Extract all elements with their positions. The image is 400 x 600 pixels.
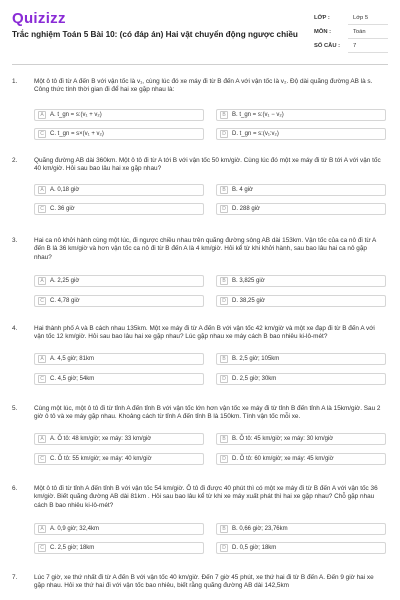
header-divider xyxy=(12,64,388,65)
option-d[interactable] xyxy=(216,453,386,465)
question-7 xyxy=(12,574,388,598)
question-4 xyxy=(12,325,388,391)
option-text: B. 2,5 giờ; 105km xyxy=(232,356,280,362)
question-1 xyxy=(12,78,388,144)
option-text: C. 2,5 giờ; 18km xyxy=(50,545,95,551)
option-text: B. 0,66 giờ; 23,76km xyxy=(232,526,288,532)
option-letter: B xyxy=(220,111,228,119)
option-b[interactable] xyxy=(216,275,386,287)
option-a[interactable] xyxy=(34,523,204,535)
mon-value: Toán xyxy=(348,26,388,39)
option-text: B. 3,825 giờ xyxy=(232,278,265,284)
question-5 xyxy=(12,405,388,471)
option-c[interactable] xyxy=(34,373,204,385)
option-text: D. 2,5 giờ; 30km xyxy=(232,376,277,382)
option-letter: A xyxy=(38,186,46,194)
option-c[interactable] xyxy=(34,453,204,465)
option-c[interactable] xyxy=(34,542,204,554)
option-text: A. 0,9 giờ; 32,4km xyxy=(50,526,99,532)
option-letter: C xyxy=(38,297,46,305)
option-a[interactable] xyxy=(34,353,204,365)
option-b[interactable] xyxy=(216,433,386,445)
option-letter: A xyxy=(38,435,46,443)
worksheet-header xyxy=(0,0,400,62)
option-letter: C xyxy=(38,455,46,463)
option-d[interactable] xyxy=(216,128,386,140)
option-a[interactable] xyxy=(34,109,204,121)
option-text: B. 4 giờ xyxy=(232,187,253,193)
option-text: C. 4,78 giờ xyxy=(50,298,80,304)
option-c[interactable] xyxy=(34,128,204,140)
option-text: A. 4,5 giờ; 81km xyxy=(50,356,94,362)
question-number: 4. xyxy=(12,325,18,332)
option-text: A. Ô tô: 48 km/giờ; xe máy: 33 km/giờ xyxy=(50,436,152,442)
logo-text: Quizizz xyxy=(12,10,66,27)
option-text: C. 36 giờ xyxy=(50,206,75,212)
option-letter: C xyxy=(38,130,46,138)
question-text: Hai thành phố A và B cách nhau 135km. Một xe máy đi từ A đến B với vận tốc 42 km/giờ và một xe đạp đi từ B đến A với vận tốc 12 km/giờ. Hỏi sau bao lâu hai xe gặp nhau? Lúc gặp nhau xe máy cách B bao nhiêu ki-lô-mét? xyxy=(34,325,375,341)
option-text: A. 2,25 giờ xyxy=(50,278,80,284)
option-letter: D xyxy=(220,130,228,138)
question-3 xyxy=(12,237,388,313)
option-letter: C xyxy=(38,375,46,383)
option-text: B. t_gn = s:(v₁ − v₂) xyxy=(232,112,284,118)
option-a[interactable] xyxy=(34,275,204,287)
option-b[interactable] xyxy=(216,184,386,196)
option-c[interactable] xyxy=(34,203,204,215)
option-b[interactable] xyxy=(216,109,386,121)
question-number: 1. xyxy=(12,78,18,85)
option-b[interactable] xyxy=(216,523,386,535)
question-6 xyxy=(12,485,388,561)
option-letter: A xyxy=(38,525,46,533)
option-d[interactable] xyxy=(216,295,386,307)
question-number: 5. xyxy=(12,405,18,412)
option-letter: C xyxy=(38,544,46,552)
option-letter: D xyxy=(220,297,228,305)
quizizz-logo[interactable] xyxy=(12,10,66,27)
question-text: Một ô tô đi từ A đến B với vận tốc là v₁, cùng lúc đó xe máy đi từ B đến A với vận tốc là v₂. Độ dài quãng đường AB là s. Công thức tính thời gian đi để hai xe gặp nhau là: xyxy=(34,78,373,94)
option-text: D. 288 giờ xyxy=(232,206,260,212)
question-number: 7. xyxy=(12,574,18,581)
option-text: B. Ô tô: 45 km/giờ; xe máy: 30 km/giờ xyxy=(232,436,334,442)
option-d[interactable] xyxy=(216,373,386,385)
option-letter: D xyxy=(220,455,228,463)
option-b[interactable] xyxy=(216,353,386,365)
option-a[interactable] xyxy=(34,184,204,196)
question-text: Hai ca nô khởi hành cùng một lúc, đi ngược chiều nhau trên quãng đường sông AB dài 153km. Vận tốc của ca nô đi từ A đến B là 36 km/giờ và hơn vận tốc ca nô đi từ B đến A là 4 km/giờ. Hỏi kể từ khi khởi hành, sau bao lâu hai ca nô gặp nhau? xyxy=(34,237,376,261)
question-2 xyxy=(12,157,388,223)
option-text: C. 4,5 giờ; 54km xyxy=(50,376,95,382)
socau-value: 7 xyxy=(348,40,388,53)
option-text: D. Ô tô: 60 km/giờ; xe máy: 45 km/giờ xyxy=(232,456,334,462)
option-c[interactable] xyxy=(34,295,204,307)
option-letter: B xyxy=(220,525,228,533)
meta-box xyxy=(314,11,388,53)
question-text: Quãng đường AB dài 360km. Một ô tô đi từ A tới B với vận tốc 50 km/giờ. Cùng lúc đó một xe máy đi từ B tới A với vận tốc 40 km/giờ. Hỏi sau bao lâu hai xe gặp nhau? xyxy=(34,157,381,173)
option-d[interactable] xyxy=(216,203,386,215)
meta-row-mon xyxy=(314,25,388,39)
option-text: D. 38,25 giờ xyxy=(232,298,265,304)
meta-row-socau xyxy=(314,39,388,53)
meta-row-lop xyxy=(314,11,388,25)
option-letter: A xyxy=(38,111,46,119)
lop-value: Lớp 5 xyxy=(348,12,388,25)
option-text: D. 0,5 giờ; 18km xyxy=(232,545,277,551)
mon-label: MÔN : xyxy=(314,29,332,35)
question-text: Lúc 7 giờ, xe thứ nhất đi từ A đến B với vận tốc 40 km/giờ. Đến 7 giờ 45 phút, xe thứ hai đi từ B đến A. Đến 9 giờ hai xe gặp nhau. Hỏi xe thứ hai đi với vận tốc bao nhiêu, biết rằng quãng đường AB dài 142,5km xyxy=(34,574,374,590)
question-number: 2. xyxy=(12,157,18,164)
option-letter: D xyxy=(220,544,228,552)
socau-label: SỐ CÂU : xyxy=(314,43,341,49)
option-letter: C xyxy=(38,205,46,213)
option-letter: B xyxy=(220,186,228,194)
question-number: 6. xyxy=(12,485,18,492)
option-text: C. Ô tô: 55 km/giờ; xe máy: 40 km/giờ xyxy=(50,456,152,462)
option-a[interactable] xyxy=(34,433,204,445)
option-letter: B xyxy=(220,355,228,363)
question-number: 3. xyxy=(12,237,18,244)
option-d[interactable] xyxy=(216,542,386,554)
worksheet-title: Trắc nghiệm Toán 5 Bài 10: (có đáp án) Hai vật chuyển động ngược chiều xyxy=(12,30,298,39)
option-letter: D xyxy=(220,205,228,213)
option-text: A. t_gn = s:(v₁ + v₂) xyxy=(50,112,102,118)
question-text: Một ô tô đi từ tỉnh A đến tỉnh B với vận tốc 54 km/giờ. Ô tô đi được 40 phút thì có một xe máy đi từ B đến A với vận tốc 36 km/giờ. Biết quãng đường AB dài 81km . Hỏi sau bao lâu kể từ khi xe máy xuất phát thì hai xe gặp nhau? Chỗ gặp nhau cách B bao nhiêu ki-lô-mét? xyxy=(34,485,378,509)
option-letter: A xyxy=(38,355,46,363)
option-text: C. t_gn = s×(v₁ + v₂) xyxy=(50,131,104,137)
option-text: D. t_gn = s:(v₁:v₂) xyxy=(232,131,279,137)
option-letter: D xyxy=(220,375,228,383)
lop-label: LỚP : xyxy=(314,15,330,21)
question-text: Cùng một lúc, một ô tô đi từ tỉnh A đến tỉnh B với vận tốc lớn hơn vận tốc xe máy đi từ tỉnh B đến tỉnh A là 15km/giờ. Sau 2 giờ ô tô và xe máy gặp nhau. Khoảng cách từ tỉnh A đến tỉnh B là 150km. Tính vận tốc mỗi xe. xyxy=(34,405,381,421)
option-letter: B xyxy=(220,277,228,285)
option-letter: A xyxy=(38,277,46,285)
option-text: A. 0,18 giờ xyxy=(50,187,80,193)
option-letter: B xyxy=(220,435,228,443)
